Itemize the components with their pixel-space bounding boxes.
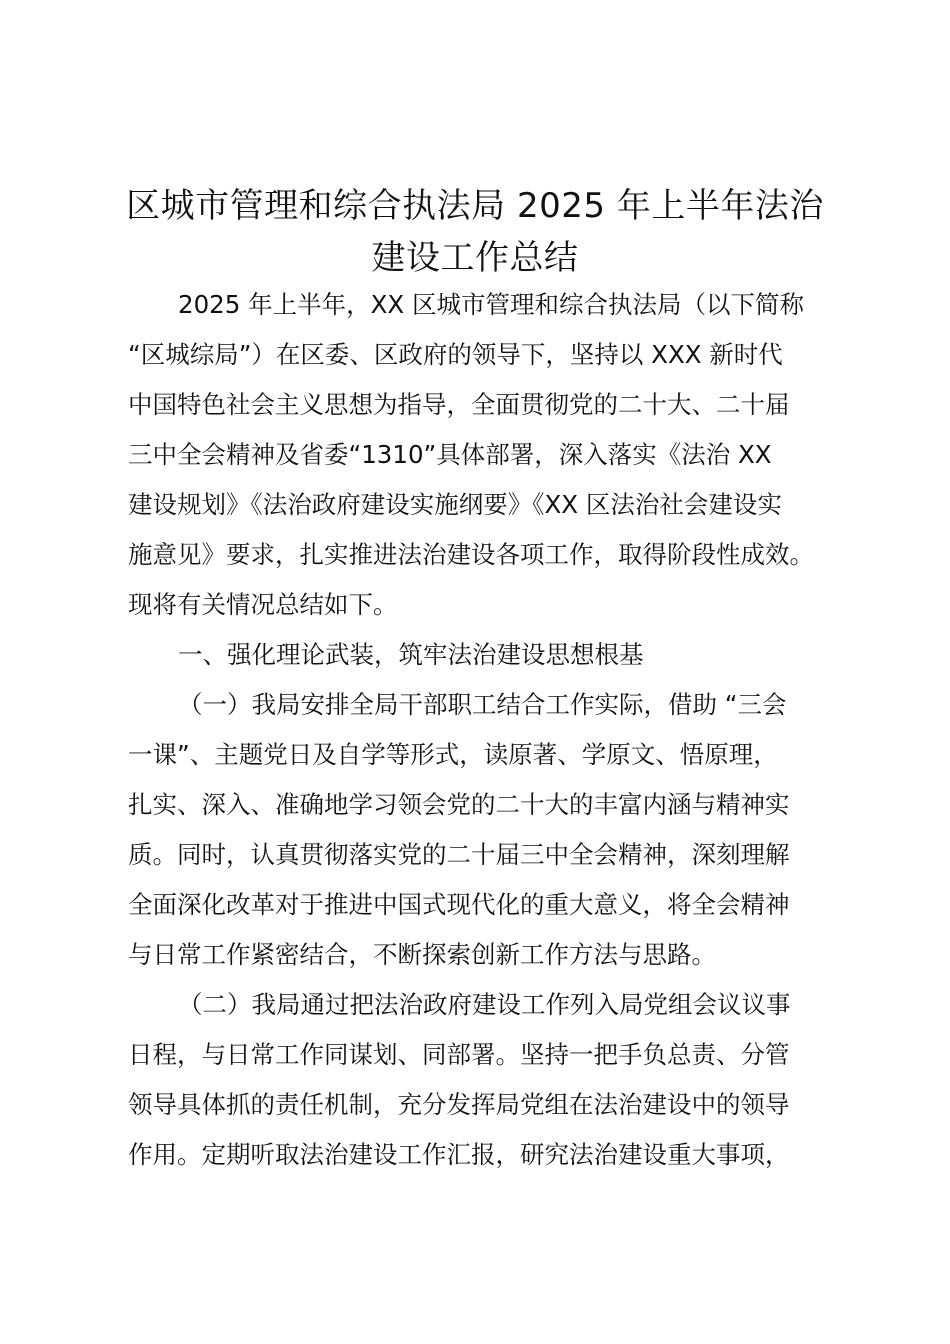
intro-paragraph-line-7: 现将有关情况总结如下。 (128, 590, 398, 619)
subsection-1-line-3: 扎实、深入、准确地学习领会党的二十大的丰富内涵与精神实 (128, 790, 790, 819)
subsection-2-line-1: （二）我局通过把法治政府建设工作列入局党组会议议事 (178, 990, 791, 1019)
intro-paragraph-line-3: 中国特色社会主义思想为指导，全面贯彻党的二十大、二十届 (128, 390, 790, 419)
document-title-line-1: 区城市管理和综合执法局 2025 年上半年法治 (126, 186, 824, 226)
section-heading-1: 一、强化理论武装，筑牢法治建设思想根基 (178, 640, 644, 669)
intro-paragraph-line-6: 施意见》要求，扎实推进法治建设各项工作，取得阶段性成效。 (128, 540, 814, 569)
subsection-2-line-3: 领导具体抓的责任机制，充分发挥局党组在法治建设中的领导 (128, 1090, 790, 1119)
subsection-1-line-5: 全面深化改革对于推进中国式现代化的重大意义，将全会精神 (128, 890, 790, 919)
intro-paragraph-line-5: 建设规划》《法治政府建设实施纲要》《XX 区法治社会建设实 (128, 490, 782, 519)
intro-paragraph-line-4: 三中全会精神及省委“1310”具体部署，深入落实《法治 XX (128, 440, 772, 469)
document-title-line-2: 建设工作总结 (371, 238, 579, 278)
intro-paragraph-line-1: 2025 年上半年，XX 区城市管理和综合执法局（以下简称 (178, 290, 804, 319)
intro-paragraph-line-2: “区城综局”）在区委、区政府的领导下，坚持以 XXX 新时代 (128, 340, 783, 369)
subsection-2-line-4: 作用。定期听取法治建设工作汇报，研究法治建设重大事项， (128, 1140, 790, 1169)
subsection-1-line-4: 质。同时，认真贯彻落实党的二十届三中全会精神，深刻理解 (128, 840, 790, 869)
subsection-1-line-6: 与日常工作紧密结合，不断探索创新工作方法与思路。 (128, 940, 716, 969)
subsection-2-line-2: 日程，与日常工作同谋划、同部署。坚持一把手负总责、分管 (128, 1040, 790, 1069)
subsection-1-line-2: 一课”、主题党日及自学等形式，读原著、学原文、悟原理， (128, 740, 778, 769)
subsection-1-line-1: （一）我局安排全局干部职工结合工作实际，借助 “三会 (178, 690, 787, 719)
